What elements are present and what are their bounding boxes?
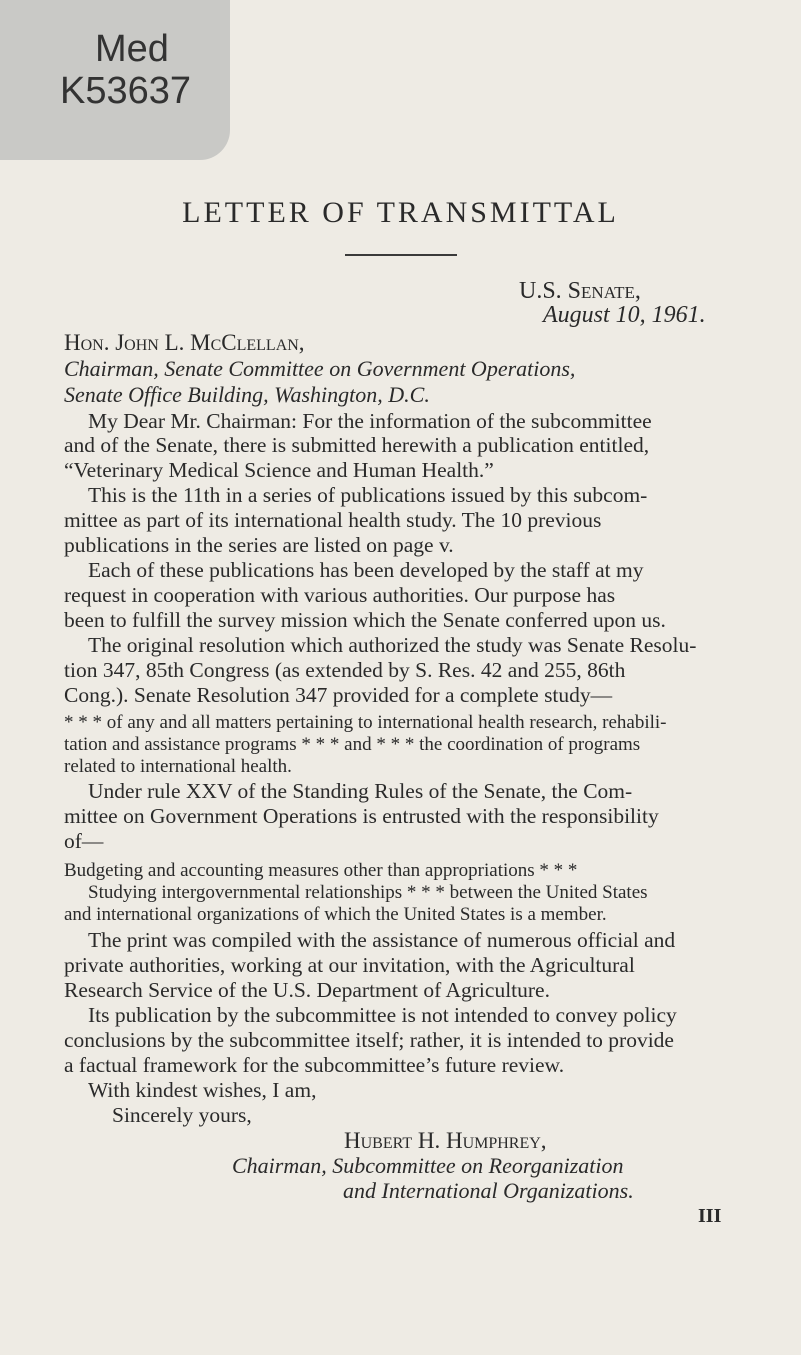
body-line: request in cooperation with various authorities. Our purpose has xyxy=(64,583,616,607)
dateline-date: August 10, 1961. xyxy=(543,302,706,328)
body-line: With kindest wishes, I am, xyxy=(88,1078,317,1102)
library-stamp xyxy=(0,0,230,160)
addressee-title: Chairman, Senate Committee on Government Operations, xyxy=(64,356,576,381)
body-line: The print was compiled with the assistance of numerous official and xyxy=(88,928,676,952)
body-line: The original resolution which authorized the study was Senate Resolu- xyxy=(88,633,697,657)
body-line: Each of these publications has been developed by the staff at my xyxy=(88,558,644,582)
addressee-address: Senate Office Building, Washington, D.C. xyxy=(64,382,430,407)
quote-line: * * * of any and all matters pertaining to international health research, rehabili- xyxy=(64,712,667,733)
quote-line: and international organizations of which the United States is a member. xyxy=(64,904,607,925)
body-line: Its publication by the subcommittee is not intended to convey policy xyxy=(88,1003,677,1027)
title-divider xyxy=(345,254,457,256)
body-line: publications in the series are listed on page v. xyxy=(64,533,454,557)
addressee-name: Hon. John L. McClellan, xyxy=(64,330,305,355)
body-line: been to fulfill the survey mission which the Senate conferred upon us. xyxy=(64,608,666,632)
stamp-line-2: K53637 xyxy=(60,70,192,112)
quote-line: related to international health. xyxy=(64,756,292,777)
page-title: LETTER OF TRANSMITTAL xyxy=(182,196,619,229)
body-line: My Dear Mr. Chairman: For the information of the subcommittee xyxy=(88,409,652,433)
signature-title-2: and International Organizations. xyxy=(343,1178,634,1203)
body-line: tion 347, 85th Congress (as extended by S. Res. 42 and 255, 86th xyxy=(64,658,626,682)
stamp-line-1: Med xyxy=(95,28,169,70)
quote-line: Budgeting and accounting measures other than appropriations * * * xyxy=(64,860,578,881)
closing: Sincerely yours, xyxy=(112,1103,252,1127)
body-line: conclusions by the subcommittee itself; rather, it is intended to provide xyxy=(64,1028,674,1052)
body-line: private authorities, working at our invitation, with the Agricultural xyxy=(64,953,635,977)
body-line: a factual framework for the subcommittee’s future review. xyxy=(64,1053,565,1077)
body-line: This is the 11th in a series of publications issued by this subcom- xyxy=(88,483,648,507)
dateline-place: U.S. Senate, xyxy=(519,278,641,304)
signature-title-1: Chairman, Subcommittee on Reorganization xyxy=(232,1153,624,1178)
quote-line: tation and assistance programs * * * and * * * the coordination of programs xyxy=(64,734,641,755)
body-line: of— xyxy=(64,829,104,853)
page-number: III xyxy=(698,1205,722,1227)
body-line: mittee as part of its international health study. The 10 previous xyxy=(64,508,602,532)
body-line: and of the Senate, there is submitted herewith a publication entitled, xyxy=(64,433,650,457)
body-line: mittee on Government Operations is entrusted with the responsibility xyxy=(64,804,659,828)
signature-name: Hubert H. Humphrey, xyxy=(344,1128,547,1153)
body-line: Under rule XXV of the Standing Rules of the Senate, the Com- xyxy=(88,779,633,803)
body-line: “Veterinary Medical Science and Human Health.” xyxy=(64,458,494,482)
quote-line: Studying intergovernmental relationships * * * between the United States xyxy=(88,882,648,903)
body-line: Cong.). Senate Resolution 347 provided for a complete study— xyxy=(64,683,613,707)
body-line: Research Service of the U.S. Department of Agriculture. xyxy=(64,978,550,1002)
